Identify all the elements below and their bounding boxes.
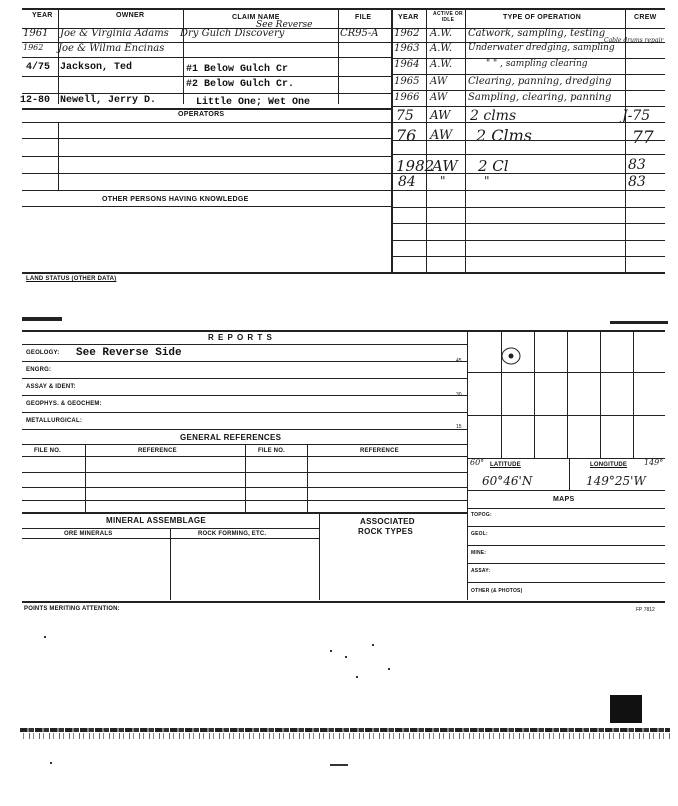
header-file: FILE bbox=[355, 14, 372, 21]
lon-suffix: 149° bbox=[644, 458, 664, 467]
owner-row-year: 1961 bbox=[23, 28, 49, 39]
header-claim-name: CLAIM NAME bbox=[232, 14, 280, 21]
maps-topog: TOPOG: bbox=[471, 512, 492, 518]
operation-crew: 77 bbox=[632, 128, 654, 148]
gr-reference: REFERENCE bbox=[138, 448, 177, 454]
owner-row-owner: Newell, Jerry D. bbox=[60, 95, 157, 106]
operation-status: A.W. bbox=[430, 59, 453, 70]
mineral-assemblage-title: MINERAL ASSEMBLAGE bbox=[106, 516, 207, 525]
geophys-label: GEOPHYS. & GEOCHEM: bbox=[26, 401, 102, 407]
longitude-label: LONGITUDE bbox=[590, 462, 628, 468]
operation-year: 75 bbox=[396, 108, 414, 124]
owner-row-file: CR95-A bbox=[340, 28, 379, 39]
operation-type: 2 Clms bbox=[476, 126, 533, 145]
operation-type: Catwork, sampling, testing bbox=[468, 28, 606, 39]
operation-crew: J-75 bbox=[622, 108, 651, 124]
maps-mine: MINE: bbox=[471, 550, 487, 556]
gr-reference-2: REFERENCE bbox=[360, 448, 399, 454]
other-persons-label: OTHER PERSONS HAVING KNOWLEDGE bbox=[102, 196, 249, 203]
operation-status: AW bbox=[430, 92, 448, 103]
operation-type: Underwater dredging, sampling bbox=[468, 43, 615, 53]
operation-crew: 83 bbox=[628, 174, 646, 190]
form-number: FP 7812 bbox=[636, 607, 655, 613]
scan-noise-band-2 bbox=[20, 733, 670, 739]
general-references-title: GENERAL REFERENCES bbox=[180, 433, 282, 442]
ore-minerals-label: ORE MINERALS bbox=[64, 531, 113, 537]
scan-noise-band bbox=[20, 728, 670, 732]
header-active-idle: ACTIVE OR IDLE bbox=[433, 11, 463, 23]
operation-year: 1962 bbox=[394, 28, 420, 39]
associated-label: ASSOCIATED bbox=[360, 517, 415, 526]
land-status-label: LAND STATUS (OTHER DATA) bbox=[26, 276, 117, 282]
metallurgical-label: METALLURGICAL: bbox=[26, 418, 83, 424]
operation-type: 2 clms bbox=[470, 108, 517, 124]
owner-row-claim: #2 Below Gulch Cr. bbox=[186, 79, 295, 90]
owner-row-year: 4/75 bbox=[26, 62, 51, 73]
header-crew: CREW bbox=[634, 14, 657, 21]
see-reverse-note: See Reverse bbox=[256, 20, 313, 30]
owner-row-year: 12-80 bbox=[20, 95, 51, 106]
latitude-label: LATITUDE bbox=[490, 462, 521, 468]
points-meriting-label: POINTS MERITING ATTENTION: bbox=[24, 606, 120, 612]
operation-year: 1966 bbox=[394, 92, 420, 103]
operation-status: AW bbox=[430, 128, 453, 143]
lat-prefix: 60° bbox=[470, 458, 485, 467]
reports-title: R E P O R T S bbox=[208, 333, 273, 342]
engrg-label: ENGRG: bbox=[26, 367, 52, 373]
owner-row-owner: Joe & Wilma Encinas bbox=[58, 43, 165, 54]
operation-type: " " , sampling clearing bbox=[486, 59, 588, 69]
geology-value: See Reverse Side bbox=[76, 347, 182, 359]
operation-year: 1963 bbox=[394, 43, 420, 54]
operation-status: " bbox=[440, 174, 446, 188]
owner-row-claim: Dry Gulch Discovery bbox=[180, 28, 285, 39]
cable-note: Cable drums repair bbox=[604, 37, 664, 44]
owner-row-claim: Little One; Wet One bbox=[196, 97, 311, 108]
gr-file-no-2: FILE NO. bbox=[258, 448, 285, 454]
operation-crew: 83 bbox=[628, 157, 646, 173]
operation-status: AW bbox=[432, 157, 458, 175]
rock-forming-label: ROCK FORMING, ETC. bbox=[198, 531, 267, 537]
operation-status: A.W. bbox=[430, 43, 453, 54]
operation-type: Clearing, panning, dredging bbox=[468, 76, 612, 87]
maps-assay: ASSAY: bbox=[471, 568, 491, 574]
operation-type: Sampling, clearing, panning bbox=[468, 92, 612, 103]
operation-status: AW bbox=[430, 76, 448, 87]
operation-status: AW bbox=[430, 108, 451, 122]
maps-title: MAPS bbox=[553, 496, 575, 503]
num-15: 15 bbox=[456, 424, 462, 430]
geology-label: GEOLOGY: bbox=[26, 350, 60, 356]
operation-year: 1965 bbox=[394, 76, 420, 87]
maps-other: OTHER (& PHOTOS) bbox=[471, 588, 523, 594]
header-owner: OWNER bbox=[116, 12, 145, 19]
marked-location-circle bbox=[500, 346, 522, 366]
operation-year: 1982 bbox=[396, 157, 435, 175]
header-type-of-operation: TYPE OF OPERATION bbox=[503, 14, 582, 21]
scan-black-box bbox=[610, 695, 642, 723]
owner-row-owner: Joe & Virginia Adams bbox=[60, 28, 169, 39]
header-year-2: YEAR bbox=[398, 14, 419, 21]
operation-type: 2 Cl bbox=[478, 157, 509, 175]
owner-row-claim: #1 Below Gulch Cr bbox=[186, 64, 289, 75]
latitude-value: 60°46'N bbox=[482, 474, 533, 488]
header-year: YEAR bbox=[32, 12, 53, 19]
num-45: 45 bbox=[456, 358, 462, 364]
num-30: 30 bbox=[456, 392, 462, 398]
maps-geol: GEOL: bbox=[471, 531, 488, 537]
owner-row-owner: Jackson, Ted bbox=[60, 62, 133, 73]
operators-label: OPERATORS bbox=[178, 111, 225, 118]
operation-year: 1964 bbox=[394, 59, 420, 70]
gr-file-no: FILE NO. bbox=[34, 448, 61, 454]
operation-year: 76 bbox=[396, 126, 417, 145]
owner-row-year: 1962 bbox=[23, 43, 44, 52]
assay-label: ASSAY & IDENT: bbox=[26, 384, 76, 390]
operation-status: A.W. bbox=[430, 28, 453, 39]
rock-types-label: ROCK TYPES bbox=[358, 527, 414, 536]
operation-type: " bbox=[484, 174, 490, 188]
operation-year: 84 bbox=[398, 174, 416, 190]
longitude-value: 149°25'W bbox=[586, 474, 646, 488]
